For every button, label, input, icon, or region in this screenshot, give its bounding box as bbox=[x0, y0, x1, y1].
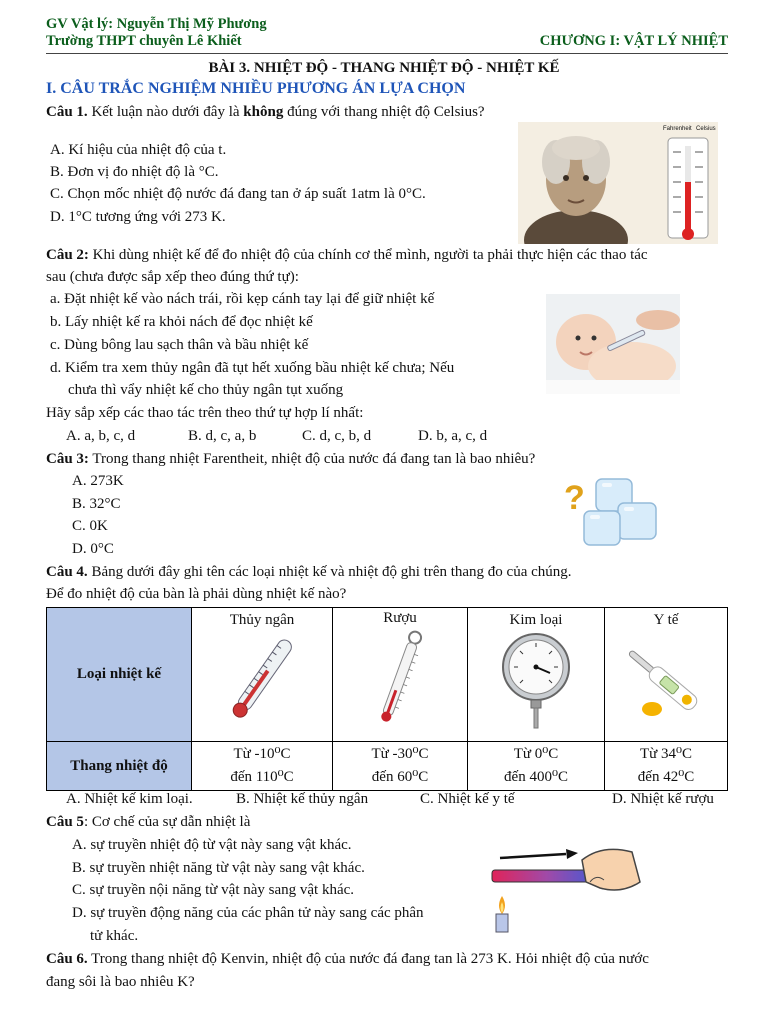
school-name: Trường THPT chuyên Lê Khiết bbox=[46, 33, 242, 49]
q4-option-a: A. Nhiệt kế kim loại. bbox=[66, 791, 193, 807]
question-6-line2: đang sôi là bao nhiêu K? bbox=[46, 974, 195, 990]
q2-prompt: Hãy sắp xếp các thao tác trên theo thứ tự hợp lí nhất: bbox=[46, 405, 364, 421]
q2-step-d: d. Kiểm tra xem thủy ngân đã tụt hết xuống bầu nhiệt kế chưa; Nếu bbox=[50, 360, 455, 376]
q2-step-d-cont: chưa thì vẩy nhiệt kế cho thủy ngân tụt xuống bbox=[68, 382, 344, 398]
q5-option-d: D. sự truyền động năng của các phân tử này sang các phân bbox=[72, 905, 424, 921]
q4-option-b: B. Nhiệt kế thủy ngân bbox=[236, 791, 369, 807]
question-label: Câu 1. bbox=[46, 104, 88, 120]
q2-step-a: a. Đặt nhiệt kế vào nách trái, rồi kẹp cánh tay lại để giữ nhiệt kế bbox=[50, 291, 435, 307]
question-1: Câu 1. Kết luận nào dưới đây là không đúng với thang nhiệt độ Celsius? bbox=[46, 104, 485, 120]
question-label: Câu 2: bbox=[46, 247, 89, 263]
question-4: Câu 4. Bảng dưới đây ghi tên các loại nhiệt kế và nhiệt độ ghi trên thang đo của chúng. bbox=[46, 564, 572, 580]
table-row bbox=[47, 608, 728, 742]
ice-cubes-image bbox=[560, 473, 664, 553]
range-from: Từ -30⁰C bbox=[371, 746, 429, 762]
mercury-thermometer-icon bbox=[192, 629, 332, 729]
table-cell-medical bbox=[605, 608, 728, 742]
question-5: Câu 5: Cơ chế của sự dẫn nhiệt là bbox=[46, 814, 251, 830]
lesson-title: BÀI 3. NHIỆT ĐỘ - THANG NHIỆT ĐỘ - NHIỆT KẾ bbox=[208, 60, 560, 76]
medical-digital-thermometer-icon bbox=[605, 629, 727, 729]
range-cell-medical bbox=[605, 742, 728, 791]
range-to: đến 400⁰C bbox=[504, 769, 568, 785]
q3-option-b: B. 32°C bbox=[72, 496, 121, 512]
question-2-line2: sau (chưa được sắp xếp theo đúng thứ tự): bbox=[46, 269, 299, 285]
q5-option-a: A. sự truyền nhiệt độ từ vật này sang vật khác. bbox=[72, 837, 352, 853]
table-cell-mercury bbox=[192, 608, 333, 742]
table-cell-alcohol bbox=[333, 608, 468, 742]
range-from: Từ 0⁰C bbox=[513, 746, 559, 762]
q2-step-b: b. Lấy nhiệt kế ra khỏi nách để đọc nhiệt kế bbox=[50, 314, 313, 330]
q2-step-c: c. Dùng bông lau sạch thân và bầu nhiệt kế bbox=[50, 337, 309, 353]
q2-option-d: D. b, a, c, d bbox=[418, 428, 488, 444]
table-cell-metal bbox=[468, 608, 605, 742]
question-label: Câu 3: bbox=[46, 451, 89, 467]
chapter-title: CHƯƠNG I: VẬT LÝ NHIỆT bbox=[539, 33, 728, 49]
alcohol-thermometer-icon bbox=[333, 627, 467, 731]
row-header-range: Thang nhiệt độ bbox=[47, 742, 192, 791]
range-cell-alcohol bbox=[333, 742, 468, 791]
question-6: Câu 6. Trong thang nhiệt độ Kenvin, nhiệt độ của nước đá đang tan là 273 K. Hỏi nhiệt độ của nước bbox=[46, 951, 649, 967]
question-mark-icon: ? bbox=[564, 479, 585, 517]
range-to: đến 110⁰C bbox=[230, 769, 294, 785]
question-2: Câu 2: Khi dùng nhiệt kế để đo nhiệt độ của chính cơ thể mình, người ta phải thực hiện các thao tác bbox=[46, 247, 648, 263]
range-from: Từ -10⁰C bbox=[233, 746, 291, 762]
q3-option-d: D. 0°C bbox=[72, 541, 114, 557]
column-name: Y tế bbox=[653, 612, 679, 628]
q3-option-a: A. 273K bbox=[72, 473, 124, 489]
range-to: đến 42⁰C bbox=[637, 769, 695, 785]
range-cell-metal bbox=[468, 742, 605, 791]
q2-option-c: C. d, c, b, d bbox=[302, 428, 372, 444]
baby-thermometer-image bbox=[546, 294, 680, 394]
range-from: Từ 34⁰C bbox=[639, 746, 693, 762]
range-to: đến 60⁰C bbox=[371, 769, 429, 785]
table-row bbox=[47, 742, 728, 791]
question-3: Câu 3: Trong thang nhiệt Farentheit, nhiệt độ của nước đá đang tan là bao nhiêu? bbox=[46, 451, 536, 467]
range-cell-mercury bbox=[192, 742, 333, 791]
q4-option-c: C. Nhiệt kế y tế bbox=[420, 791, 515, 807]
q1-option-b: B. Đơn vị đo nhiệt độ là °C. bbox=[50, 164, 219, 180]
column-name: Rượu bbox=[383, 610, 417, 626]
thermometer-table bbox=[46, 607, 728, 791]
q1-option-c: C. Chọn mốc nhiệt độ nước đá đang tan ở áp suất 1atm là 0°C. bbox=[50, 186, 426, 202]
q1-option-d: D. 1°C tương ứng với 273 K. bbox=[50, 209, 226, 225]
question-label: Câu 6. bbox=[46, 951, 88, 967]
celsius-portrait-image bbox=[518, 122, 718, 244]
section-title: I. CÂU TRẮC NGHIỆM NHIỀU PHƯƠNG ÁN LỰA CHỌN bbox=[46, 80, 466, 97]
row-header-type: Loại nhiệt kế bbox=[47, 608, 192, 742]
question-label: Câu 5 bbox=[46, 814, 84, 830]
teacher-name: GV Vật lý: Nguyễn Thị Mỹ Phương bbox=[46, 16, 267, 32]
q2-option-a: A. a, b, c, d bbox=[66, 428, 136, 444]
q5-option-c: C. sự truyền nội năng từ vật này sang vật khác. bbox=[72, 882, 355, 898]
q5-option-d-cont: tử khác. bbox=[90, 928, 139, 944]
question-label: Câu 4. bbox=[46, 564, 88, 580]
header-divider bbox=[46, 53, 728, 54]
question-4-line2: Để đo nhiệt độ của bàn là phải dùng nhiệt kế nào? bbox=[46, 586, 347, 602]
q1-option-a: A. Kí hiệu của nhiệt độ của t. bbox=[50, 142, 227, 158]
celsius-label: Celsius bbox=[696, 126, 716, 132]
q2-option-b: B. d, c, a, b bbox=[188, 428, 257, 444]
column-name: Kim loại bbox=[509, 612, 563, 628]
q5-option-b: B. sự truyền nhiệt năng từ vật này sang vật khác. bbox=[72, 860, 365, 876]
heat-conduction-image bbox=[482, 838, 642, 934]
metal-dial-thermometer-icon bbox=[468, 629, 604, 729]
fahrenheit-label: Fahrenheit bbox=[663, 126, 692, 132]
q4-option-d: D. Nhiệt kế rượu bbox=[612, 791, 714, 807]
column-name: Thủy ngân bbox=[229, 612, 295, 628]
q3-option-c: C. 0K bbox=[72, 518, 108, 534]
